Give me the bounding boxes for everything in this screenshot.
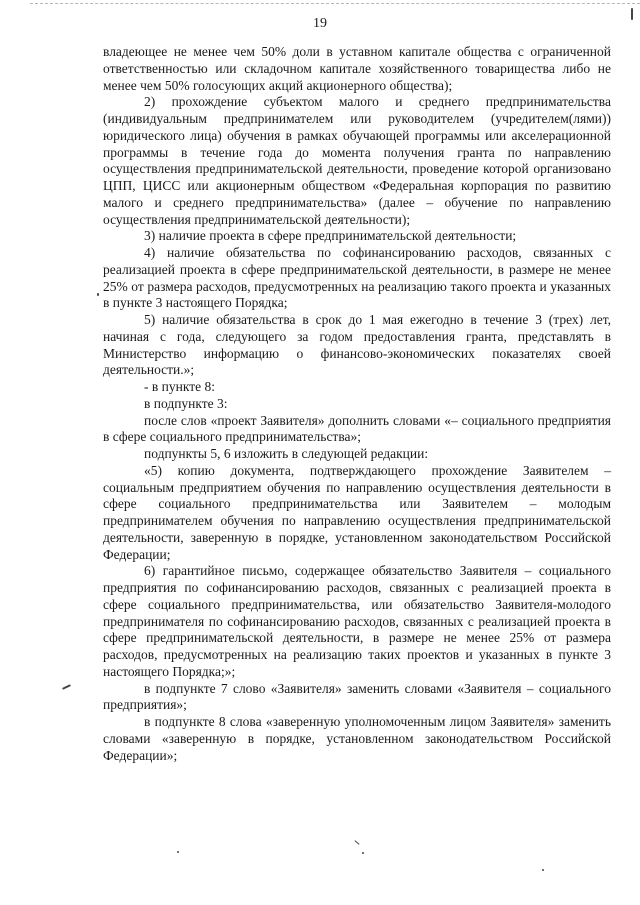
paragraph: 6) гарантийное письмо, содержащее обязательство Заявителя – социального предприятия по софинансированию расходов, связанных с реализацией проекта в сфере социального предпринимательства, или обязательство Заявителя-молодого предпринимателя по софинансированию расходов, связанных с реализацией проекта в сфере предпринимательской деятельности, в размере не менее 25% от размера расходов, предусмотренных на реализацию таких проектов и указанных в пункте 3 настоящего Порядка;»; — [103, 563, 611, 679]
paragraph: - в пункте 8: — [144, 379, 215, 394]
scan-speck — [542, 869, 544, 871]
paragraph: «5) копию документа, подтверждающего прохождение Заявителем – социальным предприятием обучения по направлению осуществления деятельности в сфере социального предпринимательства или Заявителем – молодым предпринимателем обучения по направлению осуществления предпринимательской деятельности, заверенную в порядке, установленном законодательством Российской Федерации; — [103, 462, 611, 562]
paragraph: владеющее не менее чем 50% доли в уставном капитале общества с ограниченной ответственностью или складочном капитале хозяйственного товарищества либо не менее чем 50% голосующих акций акционерного общества); — [103, 44, 611, 93]
scan-speck — [97, 293, 99, 296]
paragraph: в подпункте 8 слова «заверенную уполномоченным лицом Заявителя» заменить словами «заверенную в порядке, установленном законодательством Российской Федерации»; — [103, 714, 611, 763]
scan-speck — [354, 840, 359, 845]
paragraph: 4) наличие обязательства по софинансированию расходов, связанных с реализацией проекта в сфере предпринимательской деятельности, в размере не менее 25% от размера расходов, предусмотренных на реализацию такого проекта и указанных в пункте 3 настоящего Порядка; — [103, 245, 611, 311]
scan-speck — [62, 684, 71, 690]
paragraph: после слов «проект Заявителя» дополнить словами «– социального предприятия в сфере социального предпринимательства»; — [103, 412, 611, 445]
paragraph: подпункты 5, 6 изложить в следующей редакции: — [144, 446, 429, 461]
paragraph: в подпункте 3: — [144, 395, 228, 411]
scan-speck — [362, 852, 364, 854]
scan-speck — [631, 8, 633, 20]
paragraph: 3) наличие проекта в сфере предпринимательской деятельности; — [144, 228, 517, 244]
paragraph: в подпункте 7 слово «Заявителя» заменить словами «Заявителя – социального предприятия»; — [103, 680, 611, 713]
document-body — [103, 44, 611, 764]
paragraph: 5) наличие обязательства в срок до 1 мая ежегодно в течение 3 (трех) лет, начиная с года, следующего за годом предоставления гранта, представлять в Министерство информацию о финансово-экономических показателях своей деятельности.»; — [103, 312, 611, 378]
scan-speck — [177, 851, 179, 853]
paragraph: 2) прохождение субъектом малого и среднего предпринимательства (индивидуальным предпринимателем или руководителем (учредителем(лями)) юридического лица) обучения в рамках обучающей программы или акселерационной программы в течение года до момента получения гранта по направлению осуществления предпринимательской деятельности, проведение которой организовано ЦПП, ЦИСС или акционерным обществом «Федеральная корпорация по развитию малого и среднего предпринимательства» (далее – обучение по направлению осуществления предпринимательской деятельности); — [103, 94, 611, 227]
page-number: 19 — [313, 16, 327, 31]
scan-edge-line — [30, 3, 640, 4]
